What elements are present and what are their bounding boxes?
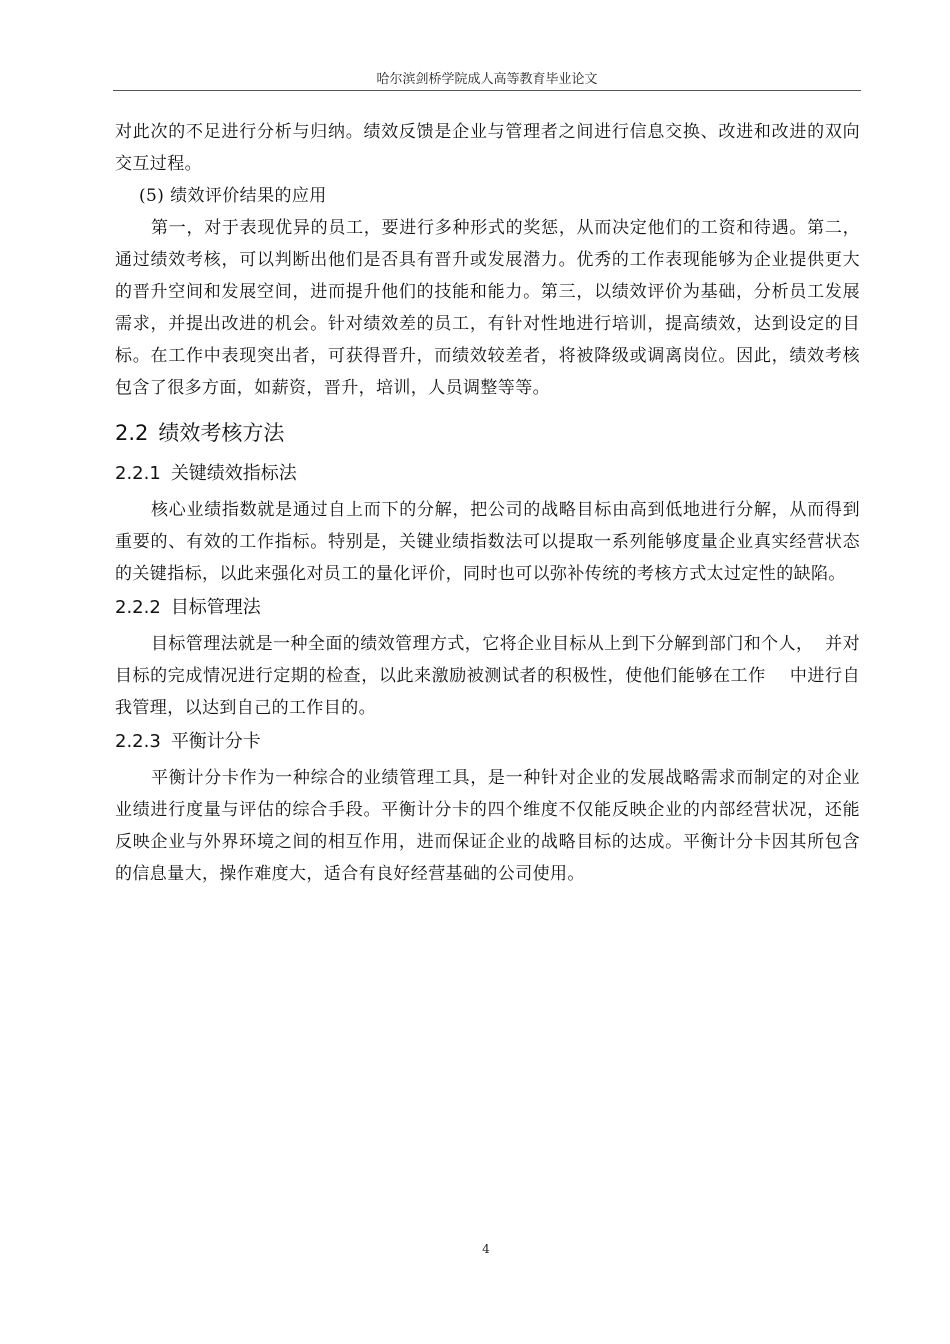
section-title: 目标管理法 bbox=[170, 597, 261, 618]
paragraph-kpi: 核心业绩指数就是通过自上而下的分解，把公司的战略目标由高到低地进行分解，从而得到重要的、有效的工作指标。特别是，关键业绩指数法可以提取一系列能够度量企业真实经营状态的关键指标，以此来强化对员工的量化评价，同时也可以弥补传统的考核方式太过定性的缺陷。 bbox=[115, 500, 860, 584]
section-title: 平衡计分卡 bbox=[170, 731, 261, 752]
section-heading-2-2-2 bbox=[115, 592, 860, 624]
document-body bbox=[115, 116, 860, 890]
section-number: 2.2.3 bbox=[115, 731, 161, 752]
page-header: 哈尔滨剑桥学院成人高等教育毕业论文 bbox=[376, 72, 598, 87]
section-title: 关键绩效指标法 bbox=[170, 463, 297, 484]
header-divider bbox=[113, 90, 861, 91]
section-number: 2.2.1 bbox=[115, 463, 161, 484]
section-heading-2-2-1 bbox=[115, 458, 860, 490]
paragraph-mbo: 目标管理法就是一种全面的绩效管理方式，它将企业目标从上到下分解到部门和个人， 并对目标的完成情况进行定期的检查，以此来激励被测试者的积极性，使他们能够在工作 中进行自我管理，以达到自己的工作目的。 bbox=[115, 634, 860, 718]
section-number: 2.2 bbox=[115, 421, 149, 445]
section-heading-2-2-3 bbox=[115, 726, 860, 758]
paragraph-feedback: 对此次的不足进行分析与归纳。绩效反馈是企业与管理者之间进行信息交换、改进和改进的双向交互过程。 bbox=[115, 122, 860, 174]
section-number: 2.2.2 bbox=[115, 597, 161, 618]
paragraph-bsc: 平衡计分卡作为一种综合的业绩管理工具，是一种针对企业的发展战略需求而制定的对企业业绩进行度量与评估的综合手段。平衡计分卡的四个维度不仅能反映企业的内部经营状况，还能反映企业与外界环境之间的相互作用，进而保证企业的战略目标的达成。平衡计分卡因其所包含的信息量大，操作难度大，适合有良好经营基础的公司使用。 bbox=[115, 768, 860, 884]
section-heading-2-2 bbox=[115, 416, 860, 450]
paragraph-application: 第一，对于表现优异的员工，要进行多种形式的奖惩，从而决定他们的工资和待遇。第二，通过绩效考核，可以判断出他们是否具有晋升或发展潜力。优秀的工作表现能够为企业提供更大的晋升空间和发展空间，进而提升他们的技能和能力。第三，以绩效评价为基础，分析员工发展需求，并提出改进的机会。针对绩效差的员工，有针对性地进行培训，提高绩效，达到设定的目标。在工作中表现突出者，可获得晋升，而绩效较差者，将被降级或调离岗位。因此，绩效考核包含了很多方面，如薪资，晋升，培训，人员调整等等。 bbox=[115, 218, 860, 398]
list-item-5: (5) 绩效评价结果的应用 bbox=[139, 186, 327, 206]
page-number: 4 bbox=[482, 1242, 490, 1256]
section-title: 绩效考核方法 bbox=[158, 421, 285, 445]
